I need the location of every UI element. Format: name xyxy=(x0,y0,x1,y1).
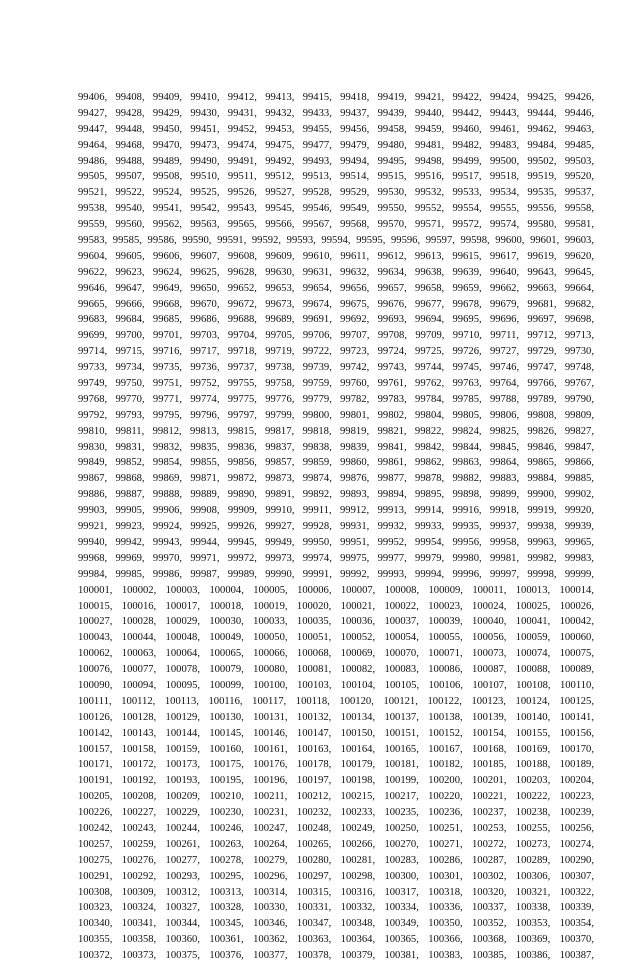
number-line: 100043, 100044, 100048, 100049, 100050, 100051, 100052, 100054, 100055, 100056, 100059, 100060, xyxy=(78,632,594,644)
number-line: 99699, 99700, 99701, 99703, 99704, 99705, 99706, 99707, 99708, 99709, 99710, 99711, 99712, 99713, xyxy=(78,330,594,342)
number-line: 100076, 100077, 100078, 100079, 100080, 100081, 100082, 100083, 100086, 100087, 100088, 100089, xyxy=(78,664,594,676)
number-line: 99406, 99408, 99409, 99410, 99412, 99413, 99415, 99418, 99419, 99421, 99422, 99424, 99425, 99426, xyxy=(78,92,594,103)
number-line: 100323, 100324, 100327, 100328, 100330, 100331, 100332, 100334, 100336, 100337, 100338, 100339, xyxy=(78,902,594,914)
number-line: 99849, 99852, 99854, 99855, 99856, 99857, 99859, 99860, 99861, 99862, 99863, 99864, 99865, 99866, xyxy=(78,457,594,469)
document-page xyxy=(78,90,594,964)
number-line: 100355, 100358, 100360, 100361, 100362, 100363, 100364, 100365, 100366, 100368, 100369, 100370, xyxy=(78,934,594,946)
number-line: 99733, 99734, 99735, 99736, 99737, 99738, 99739, 99742, 99743, 99744, 99745, 99746, 99747, 99748, xyxy=(78,362,594,374)
number-line: 100205, 100208, 100209, 100210, 100211, 100212, 100215, 100217, 100220, 100221, 100222, 100223, xyxy=(78,791,594,803)
number-line: 100171, 100172, 100173, 100175, 100176, 100178, 100179, 100181, 100182, 100185, 100188, 100189, xyxy=(78,759,594,771)
number-line: 100242, 100243, 100244, 100246, 100247, 100248, 100249, 100250, 100251, 100253, 100255, 100256, xyxy=(78,822,594,834)
number-line: 100027, 100028, 100029, 100030, 100033, 100035, 100036, 100037, 100039, 100040, 100041, 100042, xyxy=(78,616,594,628)
number-line: 99810, 99811, 99812, 99813, 99815, 99817, 99818, 99819, 99821, 99822, 99824, 99825, 99826, 99827, xyxy=(78,425,594,437)
number-line: 100191, 100192, 100193, 100195, 100196, 100197, 100198, 100199, 100200, 100201, 100203, 100204, xyxy=(78,775,594,787)
number-line: 100142, 100143, 100144, 100145, 100146, 100147, 100150, 100151, 100152, 100154, 100155, 100156, xyxy=(78,727,594,739)
number-line: 99749, 99750, 99751, 99752, 99755, 99758, 99759, 99760, 99761, 99762, 99763, 99764, 99766, 99767, xyxy=(78,378,594,390)
number-line: 100126, 100128, 100129, 100130, 100131, 100132, 100134, 100137, 100138, 100139, 100140, 100141, xyxy=(78,711,594,723)
number-line: 99559, 99560, 99562, 99563, 99565, 99566, 99567, 99568, 99570, 99571, 99572, 99574, 99580, 99581, xyxy=(78,219,594,231)
number-line: 99683, 99684, 99685, 99686, 99688, 99689, 99691, 99692, 99693, 99694, 99695, 99696, 99697, 99698, xyxy=(78,314,594,326)
number-line: 99486, 99488, 99489, 99490, 99491, 99492, 99493, 99494, 99495, 99498, 99499, 99500, 99502, 99503, xyxy=(78,155,594,167)
number-line: 100340, 100341, 100344, 100345, 100346, 100347, 100348, 100349, 100350, 100352, 100353, 100354, xyxy=(78,918,594,930)
number-line: 99984, 99985, 99986, 99987, 99989, 99990, 99991, 99992, 99993, 99994, 99996, 99997, 99998, 99999, xyxy=(78,568,594,580)
number-line: 100090, 100094, 100095, 100099, 100100, 100103, 100104, 100105, 100106, 100107, 100108, 100110, xyxy=(78,679,594,691)
number-line: 100291, 100292, 100293, 100295, 100296, 100297, 100298, 100300, 100301, 100302, 100306, 100307, xyxy=(78,870,594,882)
number-line: 99886, 99887, 99888, 99889, 99890, 99891, 99892, 99893, 99894, 99895, 99898, 99899, 99900, 99902, xyxy=(78,489,594,501)
number-line: 99665, 99666, 99668, 99670, 99672, 99673, 99674, 99675, 99676, 99677, 99678, 99679, 99681, 99682, xyxy=(78,298,594,310)
number-line: 99604, 99605, 99606, 99607, 99608, 99609, 99610, 99611, 99612, 99613, 99615, 99617, 99619, 99620, xyxy=(78,250,594,262)
number-line: 99968, 99969, 99970, 99971, 99972, 99973, 99974, 99975, 99977, 99979, 99980, 99981, 99982, 99983, xyxy=(78,552,594,564)
number-line: 99830, 99831, 99832, 99835, 99836, 99837, 99838, 99839, 99841, 99842, 99844, 99845, 99846, 99847, xyxy=(78,441,594,453)
number-line: 100257, 100259, 100261, 100263, 100264, 100265, 100266, 100270, 100271, 100272, 100273, 100274, xyxy=(78,838,594,850)
number-line: 100001, 100002, 100003, 100004, 100005, 100006, 100007, 100008, 100009, 100011, 100013, 100014, xyxy=(78,584,594,596)
number-line: 99622, 99623, 99624, 99625, 99628, 99630, 99631, 99632, 99634, 99638, 99639, 99640, 99643, 99645, xyxy=(78,266,594,278)
number-line: 99768, 99770, 99771, 99774, 99775, 99776, 99779, 99782, 99783, 99784, 99785, 99788, 99789, 99790, xyxy=(78,393,594,405)
number-line: 100275, 100276, 100277, 100278, 100279, 100280, 100281, 100283, 100286, 100287, 100289, 100290, xyxy=(78,854,594,866)
number-line: 99505, 99507, 99508, 99510, 99511, 99512, 99513, 99514, 99515, 99516, 99517, 99518, 99519, 99520, xyxy=(78,171,594,183)
number-line: 99714, 99715, 99716, 99717, 99718, 99719, 99722, 99723, 99724, 99725, 99726, 99727, 99729, 99730, xyxy=(78,346,594,358)
number-line: 99903, 99905, 99906, 99908, 99909, 99910, 99911, 99912, 99913, 99914, 99916, 99918, 99919, 99920, xyxy=(78,505,594,517)
number-line: 99792, 99793, 99795, 99796, 99797, 99799, 99800, 99801, 99802, 99804, 99805, 99806, 99808, 99809, xyxy=(78,409,594,421)
number-line: 99464, 99468, 99470, 99473, 99474, 99475, 99477, 99479, 99480, 99481, 99482, 99483, 99484, 99485, xyxy=(78,139,594,151)
number-line: 100111, 100112, 100113, 100116, 100117, 100118, 100120, 100121, 100122, 100123, 100124, 100125, xyxy=(78,695,594,707)
number-line: 100157, 100158, 100159, 100160, 100161, 100163, 100164, 100165, 100167, 100168, 100169, 100170, xyxy=(78,743,594,755)
number-line: 99646, 99647, 99649, 99650, 99652, 99653, 99654, 99656, 99657, 99658, 99659, 99662, 99663, 99664, xyxy=(78,282,594,294)
number-line: 99940, 99942, 99943, 99944, 99945, 99949, 99950, 99951, 99952, 99954, 99956, 99958, 99963, 99965, xyxy=(78,536,594,548)
number-line: 99583, 99585, 99586, 99590, 99591, 99592, 99593, 99594, 99595, 99596, 99597, 99598, 99600, 99601, 99603, xyxy=(78,235,594,247)
number-line: 100372, 100373, 100375, 100376, 100377, 100378, 100379, 100381, 100383, 100385, 100386, 100387, xyxy=(78,950,594,962)
number-line: 100308, 100309, 100312, 100313, 100314, 100315, 100316, 100317, 100318, 100320, 100321, 100322, xyxy=(78,886,594,898)
number-line: 99427, 99428, 99429, 99430, 99431, 99432, 99433, 99437, 99439, 99440, 99442, 99443, 99444, 99446, xyxy=(78,107,594,119)
number-line: 99521, 99522, 99524, 99525, 99526, 99527, 99528, 99529, 99530, 99532, 99533, 99534, 99535, 99537, xyxy=(78,187,594,199)
number-line: 99867, 99868, 99869, 99871, 99872, 99873, 99874, 99876, 99877, 99878, 99882, 99883, 99884, 99885, xyxy=(78,473,594,485)
number-line: 100226, 100227, 100229, 100230, 100231, 100232, 100233, 100235, 100236, 100237, 100238, 100239, xyxy=(78,807,594,819)
number-line: 99447, 99448, 99450, 99451, 99452, 99453, 99455, 99456, 99458, 99459, 99460, 99461, 99462, 99463, xyxy=(78,123,594,135)
number-line: 100015, 100016, 100017, 100018, 100019, 100020, 100021, 100022, 100023, 100024, 100025, 100026, xyxy=(78,600,594,612)
number-line: 100062, 100063, 100064, 100065, 100066, 100068, 100069, 100070, 100071, 100073, 100074, 100075, xyxy=(78,648,594,660)
number-line: 99538, 99540, 99541, 99542, 99543, 99545, 99546, 99549, 99550, 99552, 99554, 99555, 99556, 99558, xyxy=(78,203,594,215)
number-line: 99921, 99923, 99924, 99925, 99926, 99927, 99928, 99931, 99932, 99933, 99935, 99937, 99938, 99939, xyxy=(78,521,594,533)
